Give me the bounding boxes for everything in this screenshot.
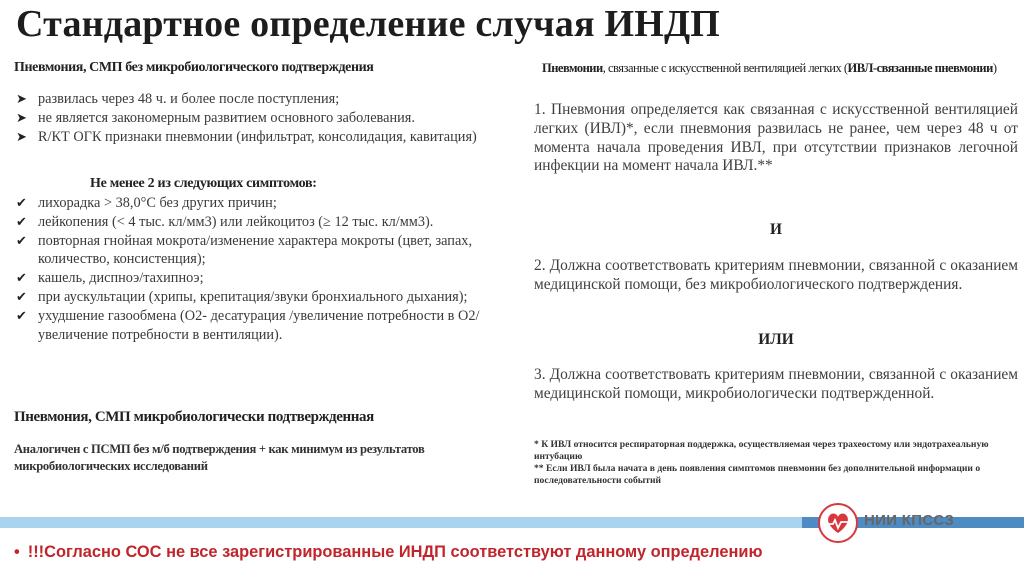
symptom-item: ✔ кашель, диспноэ/тахипноэ;: [16, 270, 204, 287]
symptom-item: ✔ повторная гнойная мокрота/изменение характера мокроты (цвет, запах, количество, консистенция);: [16, 232, 473, 268]
arrow-bullet-icon: ➤: [16, 91, 27, 106]
footnote-ivl-definition: * К ИВЛ относится респираторная поддержка, осуществляемая через трахеостому или эндотрахеальную интубацию: [534, 439, 989, 462]
symptom-item: ✔ лейкопения (< 4 тыс. кл/мм3) или лейкоцитоз (≥ 12 тыс. кл/мм3).: [16, 213, 434, 230]
heart-logo-icon: [818, 503, 858, 543]
checkmark-bullet-icon: ✔: [16, 288, 27, 304]
footer-bar-light: [0, 517, 802, 528]
institute-logo: [818, 503, 1006, 543]
and-connector: И: [770, 221, 782, 238]
or-connector: ИЛИ: [758, 331, 794, 348]
micro-confirmed-note: Аналогичен с ПСМП без м/б подтверждения + как минимум из результатов микробиологических исследований: [14, 442, 425, 473]
footnote-ivl-timing: ** Если ИВЛ была начата в день появления симптомов пневмонии без дополнительной информации о последовательности событий: [534, 463, 981, 486]
page-title: Стандартное определение случая ИНДП: [16, 3, 721, 45]
left-heading-micro-confirmed: Пневмония, СМП микробиологически подтвержденная: [14, 409, 374, 425]
symptom-item: ✔ ухудшение газообмена (О2- десатурация /увеличение потребности в О2/увеличение потребности в вентиляции).: [16, 307, 480, 343]
logo-text: НИИ КПССЗ: [864, 512, 955, 529]
checkmark-bullet-icon: ✔: [16, 195, 27, 210]
left-heading-no-micro: Пневмония, СМП без микробиологического подтверждения: [14, 60, 374, 75]
criteria-item: ➤ развилась через 48 ч. и более после поступления;: [16, 91, 340, 107]
symptom-item: ✔ лихорадка > 38,0°С без других причин;: [16, 195, 277, 211]
criterion-paragraph-1: 1. Пневмония определяется как связанная с искусственной вентиляцией легких (ИВЛ)*, если пневмония развилась не ранее, чем через 48 ч от момента начала проведения ИВЛ, при отсутствии признаков легочной инфекции на момент начала ИВЛ.**: [534, 101, 1018, 175]
symptoms-subheading: Не менее 2 из следующих симптомов:: [90, 176, 317, 191]
symptom-item: ✔ при аускультации (хрипы, крепитация/звуки бронхиального дыхания);: [16, 288, 468, 305]
symptoms-list: [14, 194, 484, 344]
checkmark-bullet-icon: ✔: [16, 213, 27, 229]
checkmark-bullet-icon: ✔: [16, 232, 27, 248]
checkmark-bullet-icon: ✔: [16, 307, 27, 323]
criterion-paragraph-3: 3. Должна соответствовать критериям пневмонии, связанной с оказанием медицинской помощи, микробиологически подтвержденной.: [534, 366, 1018, 402]
bullet-icon: •: [14, 543, 20, 561]
criteria-item: ➤ не является закономерным развитием основного заболевания.: [16, 109, 415, 126]
criteria-item: ➤ R/КТ ОГК признаки пневмонии (инфильтрат, консолидация, кавитация): [16, 128, 477, 145]
checkmark-bullet-icon: ✔: [16, 270, 27, 286]
right-heading: Пневмонии, связанные с искусственной вентиляцией легких (ИВЛ-связанные пневмонии): [542, 61, 997, 75]
criteria-list: [14, 90, 484, 146]
alert-note: • !!!Согласно СОС не все зарегистрированные ИНДП соответствуют данному определению: [14, 543, 763, 561]
arrow-bullet-icon: ➤: [16, 109, 27, 125]
criterion-paragraph-2: 2. Должна соответствовать критериям пневмонии, связанной с оказанием медицинской помощи, без микробиологического подтверждения.: [534, 257, 1018, 293]
arrow-bullet-icon: ➤: [16, 128, 27, 144]
